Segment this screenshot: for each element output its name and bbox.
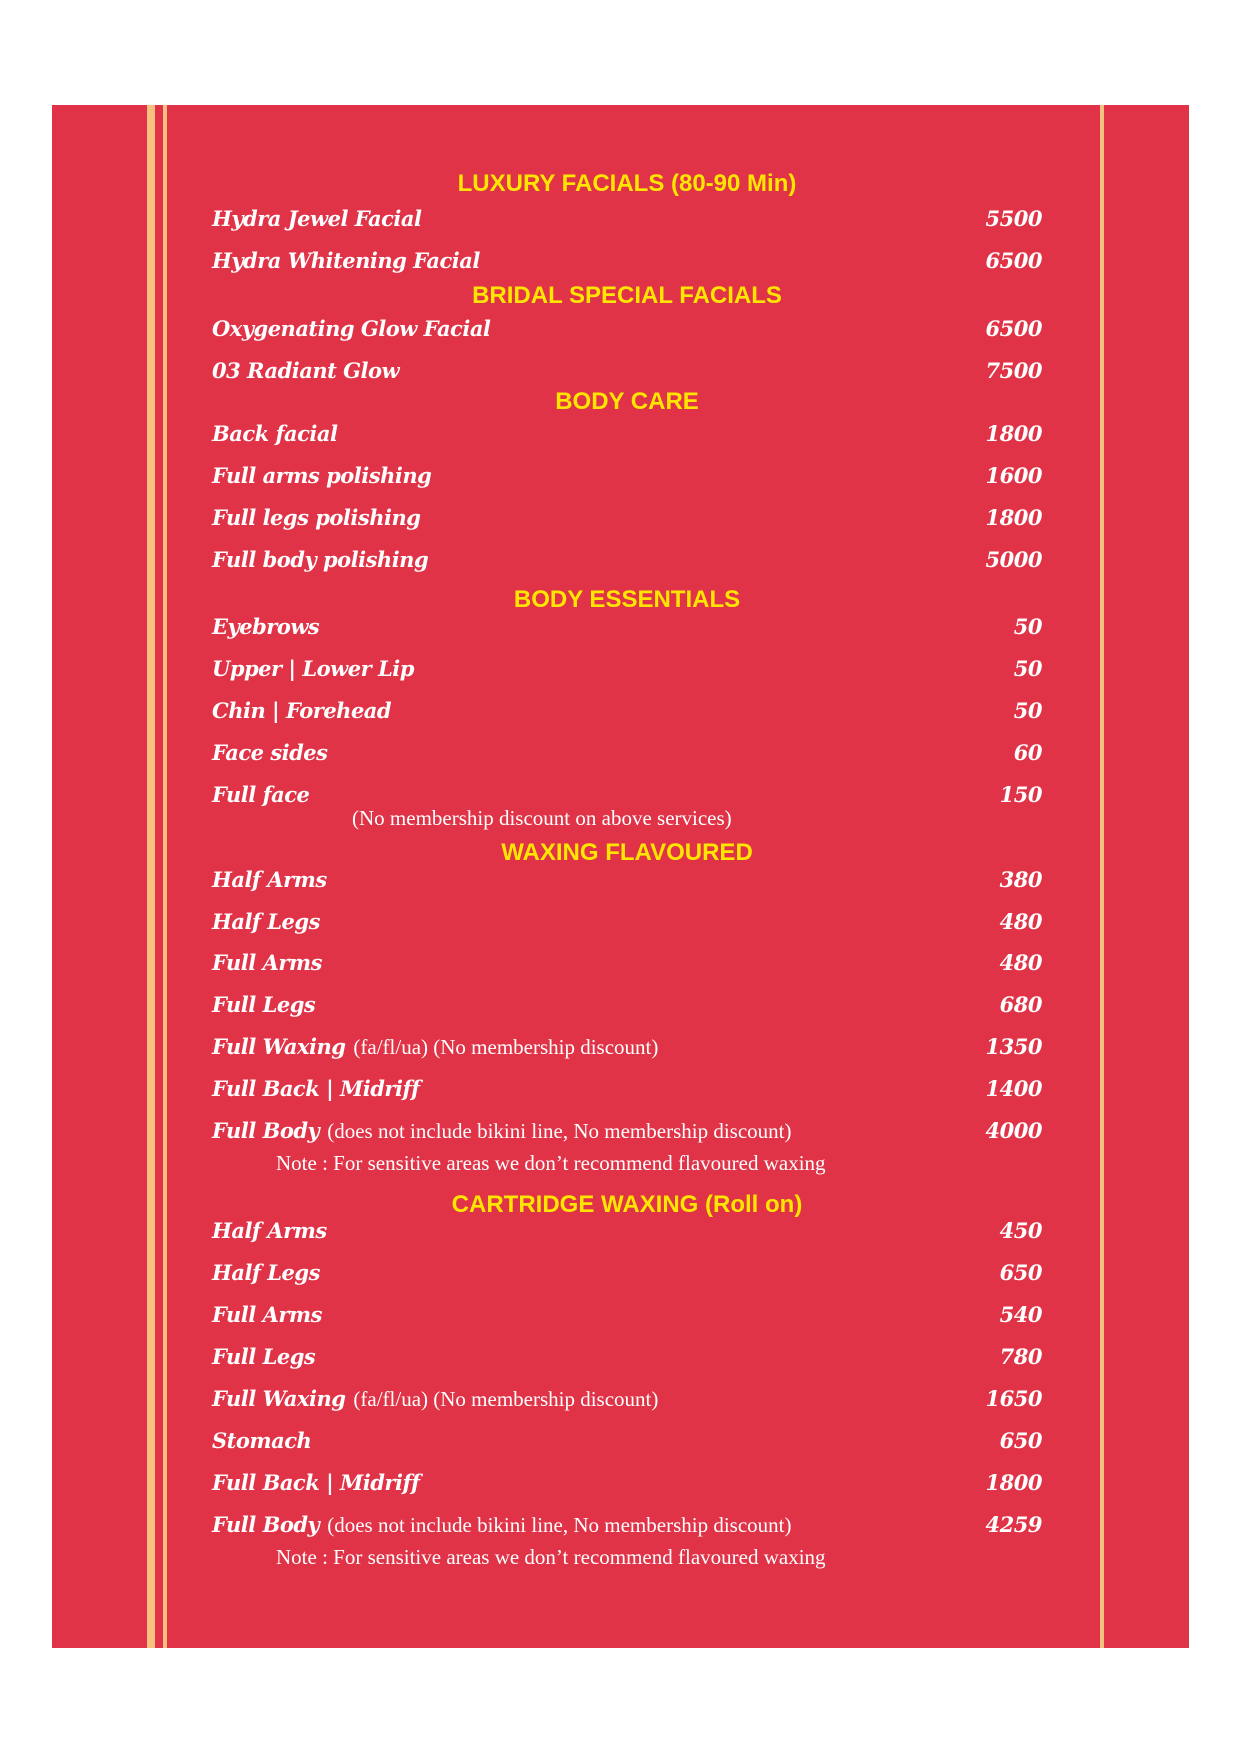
service-name — [212, 946, 322, 980]
service-name — [212, 1298, 322, 1332]
service-name-text: Full face — [212, 782, 310, 807]
service-row — [212, 1030, 1042, 1064]
service-name — [212, 1114, 791, 1148]
service-name-text: Full Back | Midriff — [212, 1470, 420, 1495]
service-row — [212, 905, 1042, 939]
service-price: 1600 — [985, 463, 1042, 488]
service-name-text: Full legs polishing — [212, 505, 421, 530]
service-price: 6500 — [985, 248, 1042, 273]
service-name-text: Stomach — [212, 1428, 312, 1453]
service-name — [212, 501, 420, 535]
service-name-text: Full Arms — [212, 950, 322, 975]
service-row — [212, 1256, 1042, 1290]
service-name-text: Full Waxing — [212, 1386, 346, 1411]
service-name-text: Full Legs — [212, 992, 316, 1017]
service-price: 1650 — [985, 1386, 1042, 1411]
service-row — [212, 1214, 1042, 1248]
service-name — [212, 202, 421, 236]
service-row — [212, 863, 1042, 897]
service-price: 50 — [1013, 656, 1042, 681]
service-detail: (does not include bikini line, No membership discount) — [327, 1513, 792, 1537]
service-name-text: Chin | Forehead — [212, 698, 392, 723]
service-name-text: Half Legs — [212, 1260, 320, 1285]
section-note: (No membership discount on above services) — [352, 806, 732, 830]
service-name-text: Oxygenating Glow Facial — [212, 316, 491, 341]
service-detail: (fa/fl/ua) (No membership discount) — [353, 1035, 659, 1059]
service-name — [212, 417, 338, 451]
left-border-stripe-thin — [163, 105, 167, 1648]
service-price: 7500 — [985, 358, 1042, 383]
service-price: 50 — [1013, 698, 1042, 723]
service-row — [212, 1340, 1042, 1374]
service-name — [212, 652, 414, 686]
service-price: 650 — [999, 1260, 1042, 1285]
section-heading: BODY CARE — [555, 388, 699, 415]
service-price: 540 — [999, 1302, 1042, 1327]
service-price: 4000 — [985, 1118, 1042, 1143]
service-price: 6500 — [985, 316, 1042, 341]
service-price: 480 — [999, 950, 1042, 975]
service-row — [212, 501, 1042, 535]
service-name — [212, 1214, 327, 1248]
service-price: 380 — [999, 867, 1042, 892]
service-row — [212, 1298, 1042, 1332]
service-price: 4259 — [985, 1512, 1042, 1537]
service-name-text: 03 Radiant Glow — [212, 358, 400, 383]
service-row — [212, 244, 1042, 278]
service-price: 50 — [1013, 614, 1042, 639]
service-price: 780 — [999, 1344, 1042, 1369]
service-name — [212, 1256, 320, 1290]
service-price: 1800 — [985, 1470, 1042, 1495]
service-row — [212, 1508, 1042, 1542]
service-name-text: Upper | Lower Lip — [212, 656, 414, 681]
service-row — [212, 1072, 1042, 1106]
service-detail: (does not include bikini line, No membership discount) — [327, 1119, 792, 1143]
service-price: 680 — [999, 992, 1042, 1017]
service-row — [212, 736, 1042, 770]
section-heading: BODY ESSENTIALS — [513, 586, 741, 613]
section-note: Note : For sensitive areas we don’t recommend flavoured waxing — [276, 1545, 826, 1569]
service-name-text: Half Arms — [212, 867, 327, 892]
service-name — [212, 1466, 420, 1500]
service-name — [212, 354, 399, 388]
service-price: 60 — [1013, 740, 1042, 765]
service-name-text: Back facial — [212, 421, 338, 446]
service-row — [212, 652, 1042, 686]
service-name — [212, 1382, 658, 1416]
service-name — [212, 244, 480, 278]
service-row — [212, 417, 1042, 451]
service-price: 5000 — [985, 547, 1042, 572]
service-row — [212, 354, 1042, 388]
service-name-text: Eyebrows — [212, 614, 320, 639]
service-name-text: Full Waxing — [212, 1034, 346, 1059]
service-row — [212, 946, 1042, 980]
service-row — [212, 312, 1042, 346]
service-name — [212, 1072, 420, 1106]
service-name-text: Hydra Whitening Facial — [212, 248, 480, 273]
section-heading: CARTRIDGE WAXING (Roll on) — [451, 1191, 803, 1218]
service-row — [212, 543, 1042, 577]
right-border-stripe — [1100, 105, 1104, 1648]
service-name — [212, 459, 431, 493]
service-name-text: Full Legs — [212, 1344, 316, 1369]
service-row — [212, 694, 1042, 728]
service-price: 1800 — [985, 421, 1042, 446]
service-price: 1800 — [985, 505, 1042, 530]
service-name — [212, 610, 319, 644]
service-name — [212, 905, 320, 939]
service-name — [212, 694, 391, 728]
left-border-stripe-thick — [147, 105, 155, 1648]
service-name-text: Full Back | Midriff — [212, 1076, 420, 1101]
service-name — [212, 1340, 315, 1374]
service-name-text: Full arms polishing — [212, 463, 432, 488]
service-row — [212, 988, 1042, 1022]
service-name-text: Full Body — [212, 1118, 320, 1143]
service-name — [212, 1424, 311, 1458]
service-name — [212, 1508, 791, 1542]
service-price: 1350 — [985, 1034, 1042, 1059]
service-row — [212, 202, 1042, 236]
service-row — [212, 459, 1042, 493]
section-heading: LUXURY FACIALS (80-90 Min) — [457, 170, 797, 197]
section-heading: BRIDAL SPECIAL FACIALS — [472, 282, 782, 309]
service-price: 450 — [999, 1218, 1042, 1243]
service-price: 1400 — [985, 1076, 1042, 1101]
service-name — [212, 863, 327, 897]
service-name-text: Full Body — [212, 1512, 320, 1537]
service-row — [212, 610, 1042, 644]
service-name-text: Hydra Jewel Facial — [212, 206, 422, 231]
service-row — [212, 1424, 1042, 1458]
service-row — [212, 1114, 1042, 1148]
service-price: 480 — [999, 909, 1042, 934]
service-name — [212, 736, 328, 770]
service-name-text: Full Arms — [212, 1302, 322, 1327]
service-name — [212, 1030, 658, 1064]
service-name — [212, 988, 315, 1022]
service-price: 150 — [999, 782, 1042, 807]
service-detail: (fa/fl/ua) (No membership discount) — [353, 1387, 659, 1411]
service-row — [212, 1466, 1042, 1500]
service-name-text: Half Arms — [212, 1218, 327, 1243]
service-row — [212, 1382, 1042, 1416]
service-name-text: Full body polishing — [212, 547, 429, 572]
service-name — [212, 543, 428, 577]
section-note: Note : For sensitive areas we don’t recommend flavoured waxing — [276, 1151, 826, 1175]
service-name — [212, 778, 309, 812]
service-name — [212, 312, 490, 346]
section-heading: WAXING FLAVOURED — [501, 839, 753, 866]
service-price: 650 — [999, 1428, 1042, 1453]
service-name-text: Face sides — [212, 740, 328, 765]
service-name-text: Half Legs — [212, 909, 320, 934]
service-price: 5500 — [985, 206, 1042, 231]
